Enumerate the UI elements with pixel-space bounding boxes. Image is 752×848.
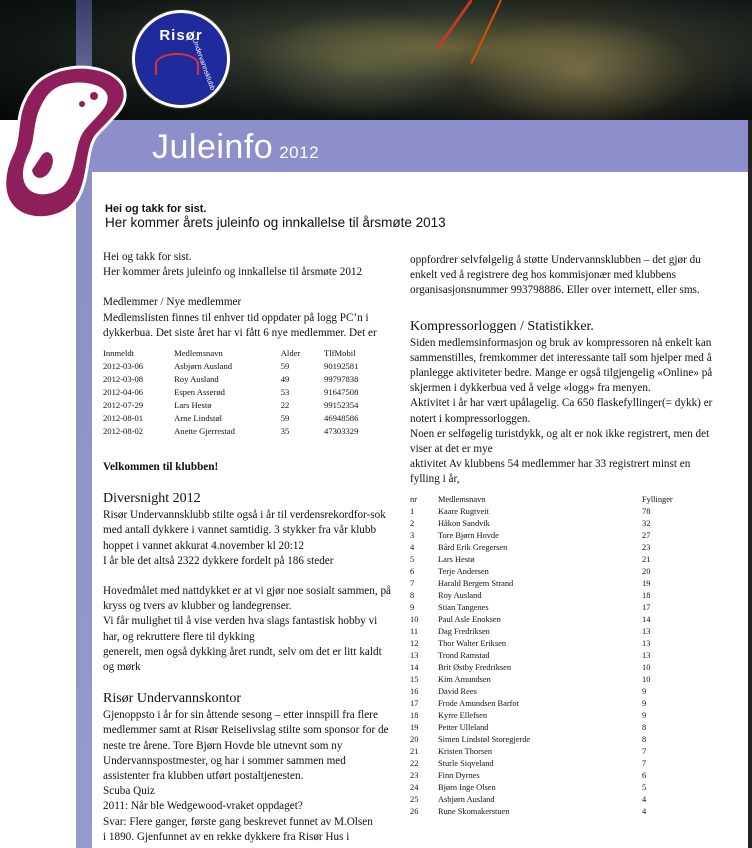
quiz-answer-2: i 1890. Gjenfunnet av en rekke dykkere fra Risør Hus i	[103, 830, 350, 843]
table-cell: 16	[410, 686, 419, 696]
table-cell: 22	[410, 758, 419, 768]
table-cell: 15	[410, 674, 419, 684]
table-cell: 2	[410, 518, 415, 528]
table-cell: 8	[410, 590, 415, 600]
table-cell: Paul Asle Enoksen	[438, 614, 501, 624]
table-cell: Kyrre Ellefsen	[438, 710, 488, 720]
table-cell: 46948586	[324, 413, 359, 424]
table-cell: Finn Dyrnes	[438, 770, 480, 780]
table-row	[410, 530, 702, 542]
diversnight-heading: Diversnight 2012	[103, 491, 201, 507]
table-cell: 10	[410, 614, 419, 624]
table-cell: 49	[280, 374, 290, 385]
diversnight-text: Risør Undervannsklubb stilte også i år til verdensrekordfor-sok med antall dykkere i vannet samtidig. 3 stykker fra vår klubb hoppet i vannet akkurat 4.november kl 20:12	[103, 509, 386, 552]
table-cell: 53	[280, 387, 290, 398]
table-cell: Kaare Rugtveit	[438, 506, 489, 516]
members-text: Medlemslisten finnes til enhver tid oppdater på logg PC’n i dykkerbua. Det siste året har vi fått 6 nye medlemmer. Det er	[103, 311, 377, 339]
table-cell: Tore Bjørn Hovde	[438, 530, 499, 540]
table-cell: Rune Skomakerstuen	[438, 806, 510, 816]
table-cell: 9	[642, 710, 647, 720]
table-row	[410, 602, 702, 614]
table-row	[410, 578, 702, 590]
support-text: oppfordrer selvfølgelig å støtte Undervannsklubben – det gjør du enkelt ved å registrere deg hos kommisjonær med klubbens organisasjonsnummer 993798886. Eller over internett, eller sms.	[410, 254, 701, 297]
table-cell: 25	[410, 794, 419, 804]
logo-name: Risør	[159, 27, 203, 44]
table-cell: 21	[410, 746, 419, 756]
greeting-line: Hei og takk for sist.	[103, 251, 192, 263]
intro-line: Her kommer årets juleinfo og innkallelse til årsmøte 2013	[105, 215, 446, 230]
table-cell: 11	[410, 626, 419, 636]
column-header: Alder	[280, 348, 301, 359]
column-header: Innmeldt	[103, 348, 135, 359]
table-cell: 13	[642, 626, 651, 636]
page-title	[152, 128, 319, 167]
table-cell: Espen Asserød	[174, 387, 225, 398]
table-cell: 4	[642, 806, 647, 816]
table-row	[410, 554, 702, 566]
office-text: Gjenoppsto i år for sin åttende sesong – etter innspill fra flere medlemmer samt at Risør Reiselivslag stilte som sponsor for de neste tre årene. Tore Bjørn Hovde ble utnevnt som ny Undervannspostmester, og har i sommer sammen med assistenter fra klubben utført postaltjenesten.	[103, 709, 389, 783]
left-column	[103, 250, 393, 845]
table-row	[410, 686, 702, 698]
table-cell: 23	[642, 542, 651, 552]
table-cell: 18	[642, 590, 651, 600]
goal-text-3: generelt, men også dykking året rundt, selv om det er litt kaldt og mørk	[103, 645, 382, 674]
table-header-row	[410, 494, 702, 506]
table-row	[410, 650, 702, 662]
table-cell: 2012-08-02	[103, 426, 144, 437]
table-header-row	[103, 347, 393, 360]
table-row	[103, 386, 393, 399]
logo-swirl	[155, 53, 199, 75]
table-cell: 2012-08-01	[103, 413, 144, 424]
welcome-text: Velkommen til klubben!	[103, 461, 219, 474]
table-cell: Bjørn Inge Olsen	[438, 782, 496, 792]
column-header: Medlemsnavn	[438, 494, 486, 504]
table-cell: Petter Ulleland	[438, 722, 489, 732]
table-cell: 9	[642, 686, 647, 696]
table-row	[410, 674, 702, 686]
table-row	[410, 662, 702, 674]
members-heading: Medlemmer / Nye medlemmer	[103, 296, 242, 309]
table-cell: Arne Lindstøl	[174, 413, 223, 424]
photo-highlight-2	[250, 10, 470, 120]
table-cell: 17	[410, 698, 419, 708]
table-cell: 35	[280, 426, 290, 437]
quiz-question: 2011: Når ble Wedgewood-vraket oppdaget?	[103, 800, 303, 813]
table-cell: 13	[642, 638, 651, 648]
quiz-heading: Scuba Quiz	[103, 785, 155, 798]
table-cell: 5	[642, 782, 647, 792]
table-row	[103, 399, 393, 412]
table-row	[410, 542, 702, 554]
diversnight-text-2: I år ble det altså 2322 dykkere fordelt på 186 steder	[103, 554, 334, 567]
table-cell: 14	[410, 662, 419, 672]
goal-text-2: Vi får mulighet til å vise verden hva slags fantastisk hobby vi har, og rekruttere flere til dykking	[103, 615, 378, 643]
table-row	[410, 506, 702, 518]
table-cell: 59	[280, 413, 290, 424]
table-cell: 10	[642, 674, 651, 684]
table-cell: Kim Amundsen	[438, 674, 491, 684]
table-row	[410, 614, 702, 626]
goal-text: Hovedmålet med nattdykket er at vi gjør noe sosialt sammen, på kryss og tvers av klubber og landegrenser.	[103, 585, 392, 613]
compressor-text-3: Noen er selføgelig turistdykk, og alt er nok ikke registrert, men det viser at det er mye	[410, 427, 710, 456]
table-cell: 99797838	[324, 374, 359, 385]
page-edge	[748, 120, 752, 848]
table-cell: 1	[410, 506, 415, 516]
table-cell: 47303329	[324, 426, 359, 437]
table-cell: 7	[642, 746, 647, 756]
table-row	[410, 794, 702, 806]
table-cell: Lars Hestø	[438, 554, 475, 564]
table-cell: 32	[642, 518, 651, 528]
table-cell: 4	[642, 794, 647, 804]
table-row	[410, 638, 702, 650]
table-cell: 6	[642, 770, 647, 780]
table-row	[410, 806, 702, 818]
right-column	[410, 253, 715, 818]
table-cell: 6	[410, 566, 415, 576]
table-row	[410, 566, 702, 578]
compressor-text: Siden medlemsinformasjon og bruk av kompressoren nå enkelt kan sammenstilles, fremkommer det interessante tall som hjelper med å planlegge aktiviteter bedre. Mange er også tilgjengelig «Online» på skjermen i dykkerbua ved å velge «logg» fra menyen.	[410, 336, 713, 395]
table-cell: Simen Lindstøl Storegjerde	[438, 734, 531, 744]
table-cell: 14	[642, 614, 651, 624]
table-row	[410, 758, 702, 770]
table-cell: 2012-07-29	[103, 400, 144, 411]
table-row	[410, 518, 702, 530]
compressor-heading: Kompressorloggen / Statistikker.	[410, 318, 594, 334]
compressor-text-2: Aktivitet i år har vært upålagelig. Ca 650 flaskefyllinger(= dykk) er notert i kompressorloggen.	[410, 397, 713, 425]
table-row	[410, 734, 702, 746]
table-row	[410, 782, 702, 794]
table-cell: Anette Gjerrestad	[174, 426, 235, 437]
table-cell: 20	[410, 734, 419, 744]
table-cell: 20	[642, 566, 651, 576]
column-header: Fyllinger	[642, 494, 673, 504]
table-cell: Thor Walter Eriksen	[438, 638, 507, 648]
table-cell: Lars Hestø	[174, 400, 212, 411]
table-cell: Harald Bergem Strand	[438, 578, 514, 588]
table-cell: Frode Amundsen Barfot	[438, 698, 519, 708]
table-cell: 2012-03-06	[103, 361, 144, 372]
table-cell: Roy Ausland	[438, 590, 482, 600]
table-cell: 3	[410, 530, 415, 540]
table-row	[410, 710, 702, 722]
photo-highlight	[430, 0, 730, 120]
table-cell: 7	[410, 578, 415, 588]
greeting-line-2: Her kommer årets juleinfo og innkallelse til årsmøte 2012	[103, 266, 363, 279]
table-cell: 59	[280, 361, 290, 372]
table-row	[410, 722, 702, 734]
table-cell: 7	[642, 758, 647, 768]
table-cell: Trond Ramstad	[438, 650, 490, 660]
table-cell: 5	[410, 554, 415, 564]
table-cell: 19	[410, 722, 419, 732]
intro-bold: Hei og takk for sist.	[105, 203, 207, 215]
table-row	[410, 746, 702, 758]
table-cell: 9	[410, 602, 415, 612]
table-cell: Terje Andersen	[438, 566, 489, 576]
table-row	[103, 425, 393, 438]
column-header: nr	[410, 494, 417, 504]
table-cell: Stian Tangenes	[438, 602, 489, 612]
title-text: Juleinfo	[152, 128, 274, 166]
logo-sub: Undervannsklubb	[190, 37, 216, 92]
table-cell: 2012-04-06	[103, 387, 144, 398]
club-logo	[132, 10, 230, 108]
table-cell: 27	[642, 530, 651, 540]
table-cell: 4	[410, 542, 415, 552]
quiz-answer: Svar: Flere ganger, første gang beskrevet funnet av M.Olsen	[103, 815, 373, 828]
table-cell: Roy Ausland	[174, 374, 219, 385]
table-cell: 9	[642, 698, 647, 708]
table-row	[410, 770, 702, 782]
table-row	[103, 412, 393, 425]
table-row	[410, 626, 702, 638]
table-cell: 2012-03-08	[103, 374, 144, 385]
table-cell: 12	[410, 638, 419, 648]
table-cell: Brit Østby Fredriksen	[438, 662, 512, 672]
column-header: Medlemsnavn	[174, 348, 223, 359]
table-row	[103, 360, 393, 373]
table-cell: 23	[410, 770, 419, 780]
table-cell: 99152354	[324, 400, 359, 411]
table-cell: 13	[410, 650, 419, 660]
table-row	[103, 373, 393, 386]
table-cell: Asbjørn Ausland	[438, 794, 495, 804]
table-cell: 13	[642, 650, 651, 660]
table-row	[410, 590, 702, 602]
table-cell: 10	[642, 662, 651, 672]
table-cell: 8	[642, 734, 647, 744]
table-cell: 91647508	[324, 387, 359, 398]
table-cell: Sturle Siqveland	[438, 758, 494, 768]
office-heading: Risør Undervannskontor	[103, 691, 242, 707]
table-cell: 18	[410, 710, 419, 720]
table-cell: 17	[642, 602, 651, 612]
table-cell: Asbjørn Ausland	[174, 361, 233, 372]
table-cell: 78	[642, 506, 651, 516]
table-cell: 19	[642, 578, 651, 588]
table-cell: Bård Erik Gregersen	[438, 542, 508, 552]
title-year: 2012	[279, 143, 320, 162]
table-cell: Dag Fredriksen	[438, 626, 490, 636]
fill-statistics-table	[410, 494, 702, 818]
table-cell: Håkon Sandvik	[438, 518, 490, 528]
table-cell: Kristen Thorsen	[438, 746, 493, 756]
column-header: TlfMobil	[324, 348, 356, 359]
table-cell: 21	[642, 554, 651, 564]
table-row	[410, 698, 702, 710]
compressor-text-4: aktivitet Av klubbens 54 medlemmer har 33 registrert minst en fylling i år,	[410, 458, 691, 486]
table-cell: 26	[410, 806, 419, 816]
table-cell: 8	[642, 722, 647, 732]
table-cell: 22	[280, 400, 290, 411]
table-cell: 24	[410, 782, 419, 792]
table-cell: 90192581	[324, 361, 359, 372]
new-members-table	[103, 347, 393, 438]
table-cell: David Rees	[438, 686, 477, 696]
